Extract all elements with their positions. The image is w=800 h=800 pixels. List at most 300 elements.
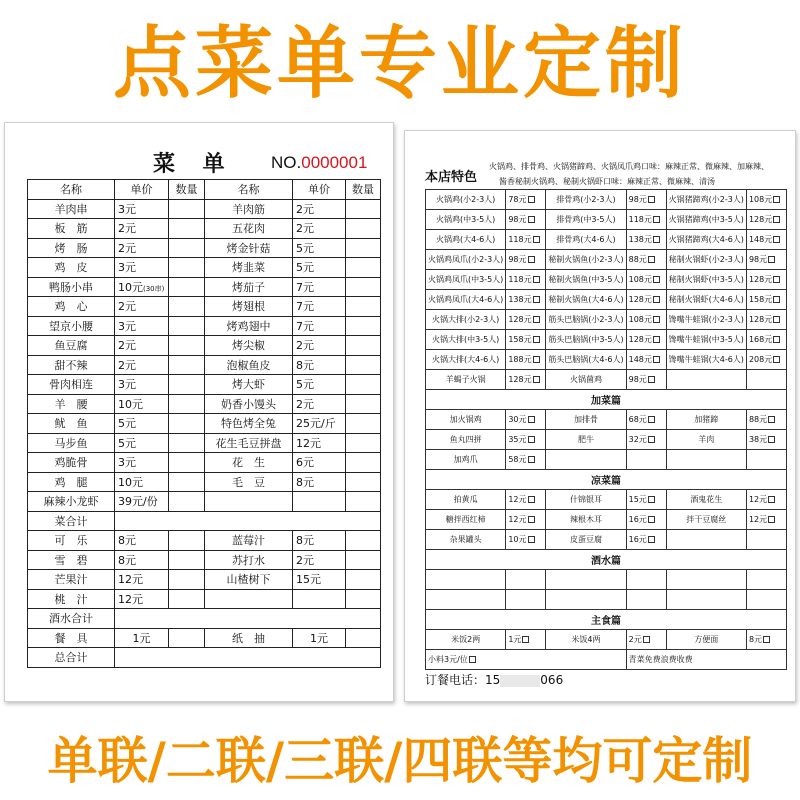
dish-price: 25元/斤 (293, 414, 346, 434)
order-checkbox[interactable] (648, 436, 655, 443)
section-title-add: 加菜篇 (426, 390, 787, 410)
quantity-cell (346, 570, 381, 590)
dish-price: 6元 (293, 453, 346, 473)
dish-name: 烤尖椒 (205, 336, 293, 356)
section-title-cold: 凉菜篇 (426, 470, 787, 490)
item-price-value: 158元 (508, 335, 532, 344)
drink-price: 12元 (115, 570, 169, 590)
drink-name: 可 乐 (28, 531, 115, 551)
dish-price-value: 2元 (118, 241, 136, 255)
item-price (626, 450, 666, 470)
item-price (746, 430, 786, 450)
item-price-value: 12元 (748, 495, 768, 504)
empty-row (426, 590, 787, 610)
quantity-cell (346, 219, 381, 239)
item-price-value: 30元 (508, 415, 527, 424)
dish-name: 鸡 腿 (28, 472, 115, 492)
drink-name: 蓝莓汁 (205, 531, 293, 551)
order-checkbox[interactable] (528, 496, 535, 503)
dish-price-value: 2元 (118, 358, 136, 372)
drink-price: 8元 (115, 550, 169, 570)
empty-cell (746, 590, 786, 610)
menu-row (28, 238, 381, 258)
drink-price: 15元 (293, 570, 346, 590)
item-name: 馋嘴牛蛙锅(小2-3人) (666, 310, 746, 330)
dish-total-value (115, 511, 381, 531)
item-price-value: 128元 (748, 315, 773, 324)
item-price (626, 270, 666, 290)
dish-price-value: 2元 (118, 300, 136, 314)
menu-row (28, 316, 381, 336)
item-price (506, 530, 546, 550)
order-checkbox[interactable] (528, 436, 535, 443)
grand-total-label: 总合计 (28, 648, 115, 668)
item-price-value: 12元 (508, 495, 527, 504)
item-row (426, 230, 787, 250)
order-checkbox[interactable] (533, 296, 540, 303)
menu-row (28, 394, 381, 414)
section-row (426, 550, 787, 570)
item-name: 馋嘴牛蛙锅(中3-5人) (666, 330, 746, 350)
phone-prefix: 15 (485, 673, 501, 687)
phone-redacted (500, 675, 540, 687)
dish-price (115, 472, 169, 492)
item-price-value: 35元 (508, 435, 527, 444)
dish-price (115, 277, 169, 297)
item-price (506, 330, 546, 350)
quantity-cell (169, 531, 205, 551)
dish-name: 特色烤全兔 (205, 414, 293, 434)
quantity-cell (169, 453, 205, 473)
item-price (506, 410, 546, 430)
phone-suffix: 066 (540, 673, 564, 687)
column-header: 数量 (346, 180, 381, 200)
item-price-value: 148元 (628, 355, 652, 364)
item-price (746, 270, 786, 290)
dish-price-value: 2元 (118, 339, 136, 353)
item-price (506, 490, 546, 510)
item-price (626, 330, 666, 350)
menu-row (28, 433, 381, 453)
misc-name: 纸 抽 (205, 628, 293, 648)
dish-name: 鱼豆腐 (28, 336, 115, 356)
specials-title: 本店特色 (425, 170, 478, 185)
misc-price: 1元 (115, 628, 169, 648)
phone-label: 订餐电话： (425, 673, 486, 687)
order-checkbox[interactable] (648, 536, 655, 543)
item-price (506, 290, 546, 310)
drink-row (28, 570, 381, 590)
specials-table (425, 189, 787, 670)
empty-cell (626, 590, 666, 610)
item-price-value: 16元 (628, 535, 647, 544)
empty-cell (626, 570, 666, 590)
order-checkbox[interactable] (533, 236, 540, 243)
item-price-value: 208元 (748, 355, 773, 364)
quantity-cell (169, 414, 205, 434)
order-checkbox[interactable] (528, 196, 535, 203)
quantity-cell (169, 433, 205, 453)
order-checkbox[interactable] (648, 376, 655, 383)
item-name: 杂果罐头 (426, 530, 506, 550)
quantity-cell (346, 433, 381, 453)
dish-name: 泡椒鱼皮 (205, 355, 293, 375)
dish-price (115, 219, 169, 239)
table-cell (205, 492, 293, 512)
item-name: 米饭4两 (546, 630, 626, 650)
order-checkbox[interactable] (528, 516, 535, 523)
drink-price: 8元 (293, 531, 346, 551)
drink-name: 桃 汁 (28, 589, 115, 609)
order-checkbox[interactable] (768, 416, 775, 423)
promo-banner-top: 点菜单专业定制 (112, 19, 687, 109)
dish-price-value: 10元 (118, 475, 143, 489)
item-name: 糖拌西红柿 (426, 510, 506, 530)
quantity-cell (346, 199, 381, 219)
dish-name: 羊肉串 (28, 199, 115, 219)
item-price-value: 128元 (628, 335, 652, 344)
quantity-cell (169, 316, 205, 336)
subtotal-row (28, 609, 381, 629)
dish-price: 8元 (293, 472, 346, 492)
quantity-cell (169, 258, 205, 278)
item-price (626, 230, 666, 250)
order-checkbox[interactable] (653, 276, 660, 283)
dish-price-value: 3元 (118, 456, 136, 470)
dish-name: 鸭肠小串 (28, 277, 115, 297)
item-price (506, 370, 546, 390)
item-price-value: 138元 (628, 235, 652, 244)
item-price-value: 98元 (748, 255, 768, 264)
item-name: 火锅大排(中3-5人) (426, 330, 506, 350)
item-name (666, 530, 746, 550)
dish-price (115, 394, 169, 414)
item-price-value: 32元 (628, 435, 647, 444)
order-checkbox[interactable] (653, 216, 660, 223)
item-price-value: 138元 (508, 295, 532, 304)
order-checkbox[interactable] (653, 356, 660, 363)
item-price (746, 330, 786, 350)
order-checkbox[interactable] (469, 656, 476, 663)
specials-desc-line: 火锅鸡、排骨鸡、火锅猪蹄鸡、火锅凤爪鸡口味：麻辣正常、微麻辣、加麻辣、 (489, 162, 769, 171)
item-price-value: 108元 (628, 315, 652, 324)
dish-price-value: 5元 (118, 417, 136, 431)
dish-name: 羊 腰 (28, 394, 115, 414)
quantity-cell (346, 297, 381, 317)
item-price-value: 158元 (748, 295, 773, 304)
item-price-value: 128元 (628, 295, 652, 304)
dish-price (115, 336, 169, 356)
order-checkbox[interactable] (522, 636, 529, 643)
item-price (746, 510, 786, 530)
item-price-value: 16元 (628, 515, 647, 524)
quantity-cell (169, 238, 205, 258)
item-name: 秘制火锅鱼(大4-6人) (546, 290, 626, 310)
item-price-value: 108元 (628, 275, 652, 284)
order-checkbox[interactable] (528, 416, 535, 423)
item-row (426, 330, 787, 350)
item-price (626, 250, 666, 270)
dish-price-value: 3元 (118, 319, 136, 333)
item-price-value: 128元 (508, 375, 532, 384)
order-checkbox[interactable] (768, 256, 775, 263)
item-price (626, 370, 666, 390)
order-checkbox[interactable] (773, 336, 780, 343)
item-name: 火锅鸡(大4-6人) (426, 230, 506, 250)
order-checkbox[interactable] (768, 516, 775, 523)
item-name: 加猪蹄 (666, 410, 746, 430)
dish-price (115, 316, 169, 336)
quantity-cell (169, 336, 205, 356)
dish-name: 鸡脆骨 (28, 453, 115, 473)
drink-name: 芒果汁 (28, 570, 115, 590)
dish-name: 麻辣小龙虾 (28, 492, 115, 512)
item-name: 火锅鸡凤爪(中3-5人) (426, 270, 506, 290)
item-name: 筋头巴脑锅(小2-3人) (546, 310, 626, 330)
menu-title: 菜 单 (153, 151, 235, 177)
item-price-value: 12元 (508, 515, 527, 524)
dish-price (115, 433, 169, 453)
item-price-value: 118元 (508, 235, 532, 244)
quantity-cell (169, 628, 205, 648)
item-name (666, 370, 746, 390)
quantity-cell (346, 589, 381, 609)
item-price (746, 490, 786, 510)
item-price (506, 210, 546, 230)
item-name: 火锅大排(大4-6人) (426, 350, 506, 370)
item-name (546, 450, 626, 470)
dish-name: 烤大虾 (205, 375, 293, 395)
item-price (746, 410, 786, 430)
item-price (506, 190, 546, 210)
item-name: 秘制火锅虾(大4-6人) (666, 290, 746, 310)
item-name: 鱼丸四拼 (426, 430, 506, 450)
dish-price-value: 10元 (118, 397, 143, 411)
drink-row (28, 589, 381, 609)
item-row (426, 490, 787, 510)
item-price-value: 68元 (628, 415, 647, 424)
dish-price (115, 199, 169, 219)
dish-price-value: 3元 (118, 261, 136, 275)
dish-price: 39元/份 (115, 492, 169, 512)
dish-price: 8元 (293, 355, 346, 375)
menu-row (28, 297, 381, 317)
item-name: 肥牛 (546, 430, 626, 450)
order-checkbox[interactable] (773, 196, 780, 203)
quantity-cell (346, 414, 381, 434)
item-price (626, 430, 666, 450)
menu-row (28, 453, 381, 473)
drink-name: 山楂树下 (205, 570, 293, 590)
order-checkbox[interactable] (653, 236, 660, 243)
item-price (746, 450, 786, 470)
item-row (426, 290, 787, 310)
empty-cell (546, 590, 626, 610)
quantity-cell (169, 355, 205, 375)
item-name: 加鸡爪 (426, 450, 506, 470)
menu-row (28, 199, 381, 219)
order-checkbox[interactable] (643, 636, 650, 643)
section-row (426, 470, 787, 490)
item-price (506, 250, 546, 270)
menu-row (28, 219, 381, 239)
order-checkbox[interactable] (533, 316, 540, 323)
dish-price: 5元 (293, 238, 346, 258)
item-name: 火锅鸡(小2-3人) (426, 190, 506, 210)
item-row (426, 350, 787, 370)
item-price (746, 370, 786, 390)
order-checkbox[interactable] (648, 256, 655, 263)
drink-name: 苏打水 (205, 550, 293, 570)
dish-name: 奶香小馒头 (205, 394, 293, 414)
menu-header-row (28, 180, 381, 200)
dish-price (115, 414, 169, 434)
order-checkbox[interactable] (528, 536, 535, 543)
empty-cell (546, 570, 626, 590)
order-checkbox[interactable] (533, 336, 540, 343)
order-checkbox[interactable] (648, 516, 655, 523)
specials-desc-line: 酱香秘制火锅鸡、秘制火锅虾口味：麻辣正常、微麻辣、清汤 (499, 177, 715, 186)
order-checkbox[interactable] (653, 296, 660, 303)
menu-row (28, 375, 381, 395)
order-checkbox[interactable] (773, 236, 780, 243)
quantity-cell (346, 531, 381, 551)
order-checkbox[interactable] (533, 356, 540, 363)
order-checkbox[interactable] (653, 316, 660, 323)
item-price (506, 270, 546, 290)
item-price (506, 350, 546, 370)
item-price (746, 630, 786, 650)
item-row (426, 190, 787, 210)
item-price-value: 38元 (748, 435, 768, 444)
order-number-label: NO. (271, 153, 302, 172)
item-row (426, 510, 787, 530)
order-checkbox[interactable] (648, 416, 655, 423)
item-name: 方便面 (666, 630, 746, 650)
item-price-value: 188元 (508, 355, 532, 364)
drink-row (28, 531, 381, 551)
item-name: 酒鬼花生 (666, 490, 746, 510)
dish-name: 烤韭菜 (205, 258, 293, 278)
dish-price: 2元 (293, 219, 346, 239)
item-price (746, 530, 786, 550)
order-checkbox[interactable] (528, 216, 535, 223)
empty-cell (426, 590, 506, 610)
quantity-cell (346, 316, 381, 336)
dish-price-value: 5元 (118, 436, 136, 450)
item-price-value: 12元 (748, 515, 768, 524)
drink-price: 12元 (115, 589, 169, 609)
section-row (426, 610, 787, 630)
specials-description (489, 159, 779, 189)
drink-price (293, 589, 346, 609)
section-row (426, 390, 787, 410)
menu-header (5, 123, 395, 179)
order-number (271, 153, 367, 173)
item-name: 拍黄瓜 (426, 490, 506, 510)
dish-price: 5元 (293, 375, 346, 395)
order-checkbox[interactable] (533, 376, 540, 383)
dish-price: 5元 (293, 258, 346, 278)
grand-total-row (28, 648, 381, 668)
order-checkbox[interactable] (763, 636, 770, 643)
item-name: 火锅猪蹄鸡(中3-5人) (666, 210, 746, 230)
drink-name (205, 589, 293, 609)
item-price (746, 250, 786, 270)
order-checkbox[interactable] (773, 316, 780, 323)
dish-total-label: 菜合计 (28, 511, 115, 531)
order-checkbox[interactable] (773, 356, 780, 363)
dish-name: 板 筋 (28, 219, 115, 239)
section-title-staple: 主食篇 (426, 610, 787, 630)
quantity-cell (346, 355, 381, 375)
menu-row (28, 336, 381, 356)
item-price-value: 58元 (508, 455, 527, 464)
item-price (626, 410, 666, 430)
small-extra-cell (426, 650, 627, 670)
item-price-value: 98元 (628, 375, 647, 384)
order-checkbox[interactable] (528, 256, 535, 263)
order-checkbox[interactable] (648, 196, 655, 203)
dish-price: 2元 (293, 199, 346, 219)
item-price (506, 310, 546, 330)
empty-cell (426, 570, 506, 590)
order-checkbox[interactable] (773, 276, 780, 283)
item-price (506, 510, 546, 530)
item-price-value: 108元 (748, 195, 773, 204)
dish-name: 鸡 心 (28, 297, 115, 317)
item-name: 什锦银耳 (546, 490, 626, 510)
misc-name: 餐 具 (28, 628, 115, 648)
grand-total-value (115, 648, 381, 668)
item-price (746, 230, 786, 250)
item-price-value: 128元 (748, 275, 773, 284)
quantity-cell (346, 453, 381, 473)
column-header: 单价 (115, 180, 169, 200)
misc-row (28, 628, 381, 648)
menu-row (28, 277, 381, 297)
item-price (746, 210, 786, 230)
order-checkbox[interactable] (533, 276, 540, 283)
item-price-value: 1元 (508, 635, 522, 644)
item-row (426, 310, 787, 330)
dish-price (115, 355, 169, 375)
item-price (746, 310, 786, 330)
order-checkbox[interactable] (773, 216, 780, 223)
menu-sheet-right (404, 130, 796, 702)
order-checkbox[interactable] (528, 456, 535, 463)
order-checkbox[interactable] (653, 336, 660, 343)
item-name: 火锅菌鸡 (546, 370, 626, 390)
dish-price: 7元 (293, 297, 346, 317)
order-checkbox[interactable] (648, 496, 655, 503)
drink-total-value (115, 609, 381, 629)
extra-row (426, 650, 787, 670)
item-price (506, 430, 546, 450)
order-checkbox[interactable] (773, 296, 780, 303)
dish-price-value: 2元 (118, 222, 136, 236)
order-checkbox[interactable] (768, 496, 775, 503)
drink-row (28, 550, 381, 570)
item-price (746, 190, 786, 210)
dish-name: 花 生 (205, 453, 293, 473)
column-header: 数量 (169, 180, 205, 200)
item-price-value: 78元 (508, 195, 527, 204)
dish-price (115, 297, 169, 317)
empty-cell (666, 570, 746, 590)
item-name: 秘制火锅虾(小2-3人) (666, 250, 746, 270)
order-checkbox[interactable] (768, 436, 775, 443)
